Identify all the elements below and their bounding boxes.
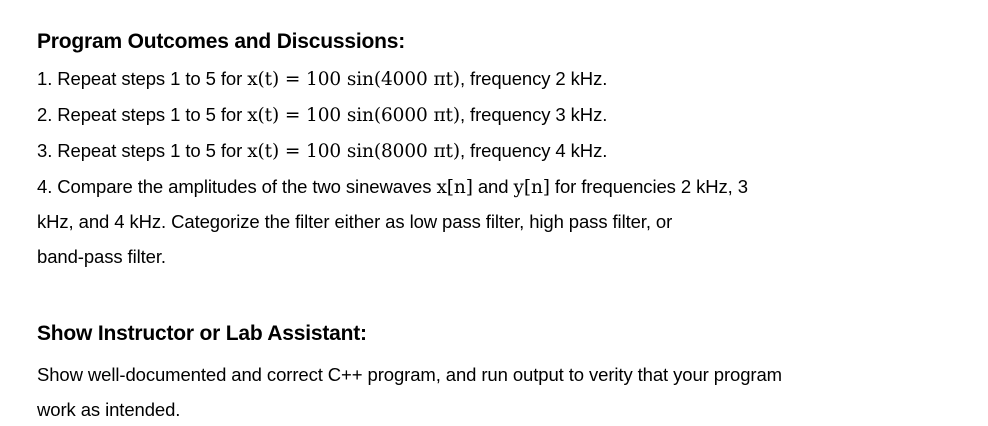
outcome-item-4-line-3: band-pass filter.	[37, 246, 166, 267]
outcome-item-2	[37, 104, 607, 126]
outcome-item-1-equation: x(t) = 100 sin(4000 πt)	[247, 69, 460, 90]
signal-x-symbol: x[n]	[436, 177, 473, 198]
section-heading-outcomes: Program Outcomes and Discussions:	[37, 30, 405, 53]
outcome-item-1	[37, 68, 607, 90]
instructor-text-line-2: work as intended.	[37, 399, 181, 420]
section-heading-show-instructor: Show Instructor or Lab Assistant:	[37, 322, 367, 345]
outcome-item-4-and: and	[472, 176, 514, 197]
outcome-item-1-text: 1. Repeat steps 1 to 5 for	[37, 68, 248, 89]
outcome-item-2-frequency: , frequency 3 kHz.	[459, 104, 608, 125]
instructor-text-line-1: Show well-documented and correct C++ program, and run output to verity that your program	[37, 364, 782, 385]
outcome-item-3-frequency: , frequency 4 kHz.	[459, 140, 608, 161]
outcome-item-1-frequency: , frequency 2 kHz.	[459, 68, 608, 89]
outcome-item-4-line-1	[37, 176, 748, 198]
outcome-item-3-equation: x(t) = 100 sin(8000 πt)	[247, 141, 460, 162]
outcome-item-2-text: 2. Repeat steps 1 to 5 for	[37, 104, 248, 125]
outcome-item-4-line-2: kHz, and 4 kHz. Categorize the filter either as low pass filter, high pass filter, or	[37, 211, 673, 232]
outcome-item-4-frequencies: for frequencies 2 kHz, 3	[549, 176, 748, 197]
outcome-item-3-text: 3. Repeat steps 1 to 5 for	[37, 140, 248, 161]
signal-y-symbol: y[n]	[513, 177, 550, 198]
outcome-item-2-equation: x(t) = 100 sin(6000 πt)	[247, 105, 460, 126]
outcome-item-4-text: 4. Compare the amplitudes of the two sinewaves	[37, 176, 437, 197]
outcome-item-3	[37, 140, 607, 162]
